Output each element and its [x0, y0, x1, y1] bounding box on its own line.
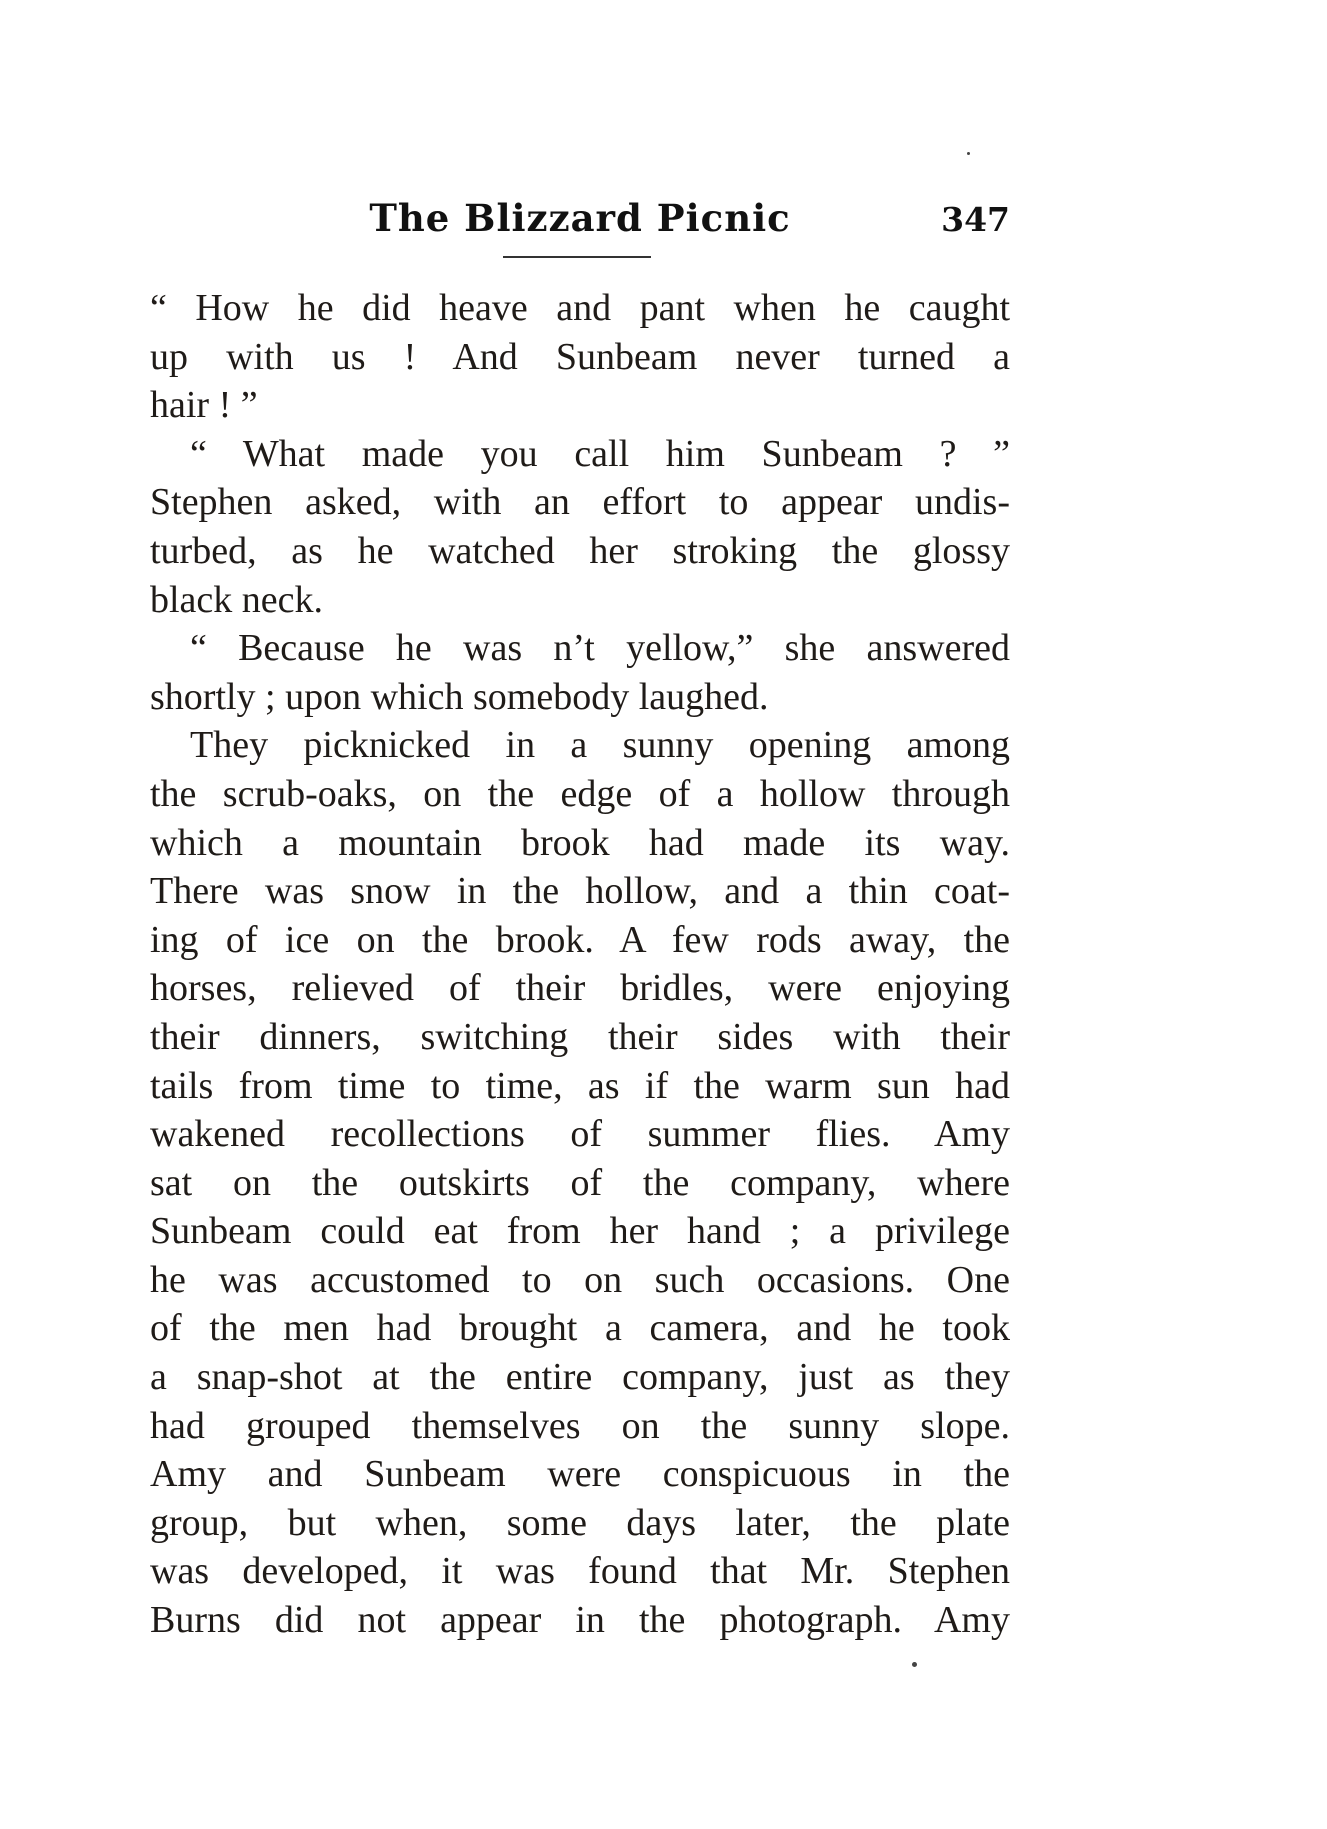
text-line: hair ! ” [150, 384, 258, 427]
text-line: up with us ! And Sunbeam never turned a [150, 335, 1010, 378]
text-line: Burns did not appear in the photograph. Amy [150, 1599, 1010, 1642]
body-text [150, 284, 1010, 1645]
text-line: Sunbeam could eat from her hand ; a privilege [150, 1210, 1010, 1253]
text-line: sat on the outskirts of the company, where [150, 1161, 1010, 1204]
text-line: had grouped themselves on the sunny slope. [150, 1404, 1010, 1447]
text-line: was developed, it was found that Mr. Stephen [150, 1550, 1010, 1593]
scan-speck [912, 1662, 917, 1667]
text-line: turbed, as he watched her stroking the glossy [150, 529, 1010, 572]
text-line: “ How he did heave and pant when he caught [150, 287, 1010, 329]
text-line: They picknicked in a sunny opening among [190, 724, 1010, 767]
text-line: shortly ; upon which somebody laughed. [150, 675, 769, 718]
header-rule [503, 256, 651, 258]
text-line: wakened recollections of summer flies. Amy [150, 1113, 1010, 1156]
text-line: “ What made you call him Sunbeam ? ” [190, 432, 1010, 475]
text-line: he was accustomed to on such occasions. One [150, 1258, 1010, 1301]
text-line: group, but when, some days later, the plate [150, 1501, 1010, 1544]
text-line: “ Because he was n’t yellow,” she answered [190, 627, 1010, 670]
page-number: 347 [941, 200, 1010, 239]
running-title: The Blizzard Picnic [369, 196, 791, 240]
text-line: horses, relieved of their bridles, were enjoying [150, 967, 1010, 1010]
text-line: black neck. [150, 578, 324, 621]
text-line: a snap-shot at the entire company, just as they [150, 1356, 1010, 1399]
running-head [150, 196, 1010, 256]
text-line: their dinners, switching their sides with their [150, 1015, 1010, 1058]
text-line: the scrub-oaks, on the edge of a hollow through [150, 772, 1010, 815]
text-line: There was snow in the hollow, and a thin coat- [150, 870, 1010, 913]
text-line: Stephen asked, with an effort to appear undis- [150, 481, 1010, 524]
scan-speck [967, 152, 970, 155]
text-line: tails from time to time, as if the warm sun had [150, 1064, 1010, 1107]
text-line: ing of ice on the brook. A few rods away, the [150, 918, 1010, 961]
text-line: which a mountain brook had made its way. [150, 821, 1010, 864]
text-line: of the men had brought a camera, and he took [150, 1307, 1010, 1350]
text-line: Amy and Sunbeam were conspicuous in the [150, 1453, 1010, 1496]
